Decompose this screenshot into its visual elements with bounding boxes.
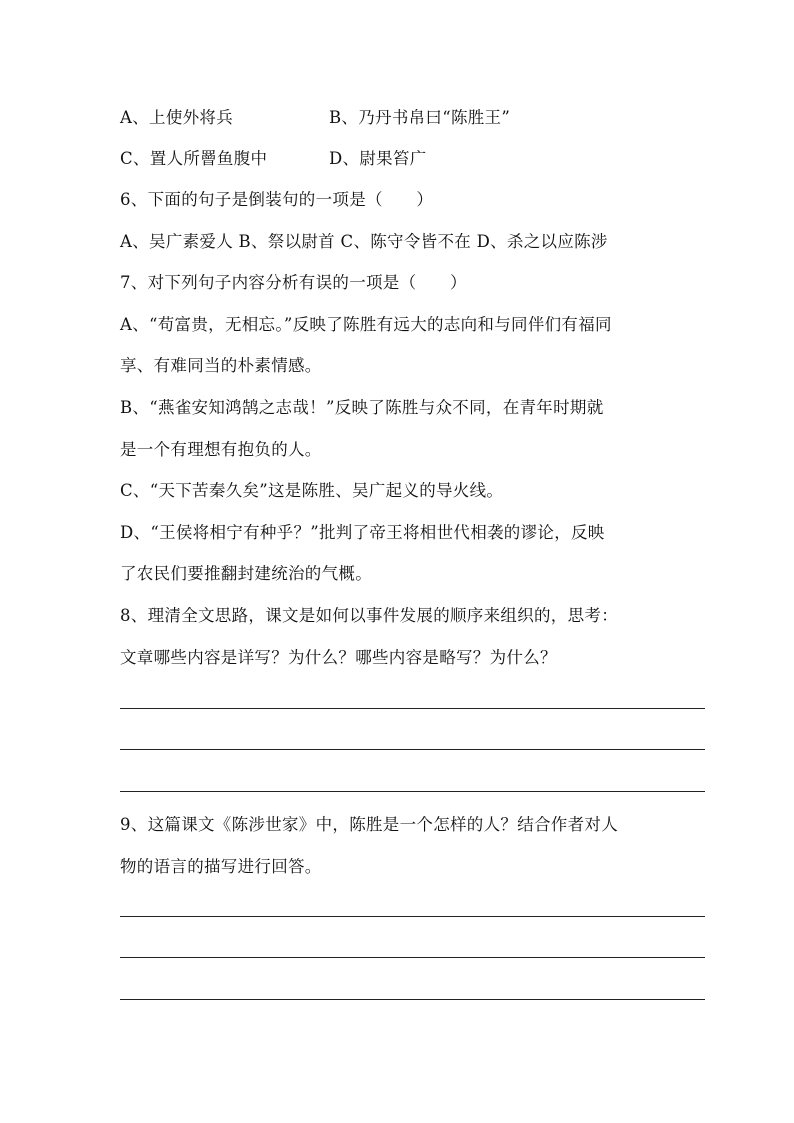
q5-options-row-1 <box>120 107 511 129</box>
q5-option-a: A、上使外将兵 <box>120 108 234 127</box>
q7-option-b-line-2: 是一个有理想有抱负的人。 <box>120 440 322 459</box>
q8-answer-line-2[interactable] <box>120 749 705 750</box>
q7-option-d-line-2: 了农民们要推翻封建统治的气概。 <box>120 564 372 583</box>
q6-options: A、吴广素爱人 B、祭以尉首 C、陈守令皆不在 D、杀之以应陈涉 <box>120 232 608 251</box>
q9-answer-line-1[interactable] <box>120 916 705 917</box>
q7-option-b-line-1: B、“燕雀安知鸿鹄之志哉！”反映了陈胜与众不同，在青年时期就 <box>120 398 604 417</box>
q9-stem-line-1: 9、这篇课文《陈涉世家》中，陈胜是一个怎样的人？结合作者对人 <box>120 815 618 834</box>
q9-answer-line-3[interactable] <box>120 999 705 1000</box>
q7-option-a-line-2: 享、有难同当的朴素情感。 <box>120 356 322 375</box>
q9-stem-line-2: 物的语言的描写进行回答。 <box>120 857 322 876</box>
q5-option-b: B、乃丹书帛曰“陈胜王” <box>329 108 511 127</box>
q7-option-c-line-1: C、“天下苦秦久矣”这是陈胜、吴广起义的导火线。 <box>120 481 504 500</box>
q5-option-c: C、置人所罾鱼腹中 <box>120 149 268 168</box>
q8-stem-line-1: 8、理清全文思路，课文是如何以事件发展的顺序来组织的，思考： <box>120 606 618 625</box>
q7-option-d-line-1: D、“王侯将相宁有种乎？”批判了帝王将相世代相袭的谬论，反映 <box>120 523 605 542</box>
q5-options-row-2 <box>120 148 427 170</box>
q7-stem: 7、对下列句子内容分析有误的一项是（ ） <box>120 273 467 292</box>
q8-stem-line-2: 文章哪些内容是详写？为什么？哪些内容是略写？为什么？ <box>120 648 557 667</box>
q8-answer-line-1[interactable] <box>120 708 705 709</box>
q9-answer-line-2[interactable] <box>120 957 705 958</box>
q6-stem: 6、下面的句子是倒装句的一项是（ ） <box>120 190 434 209</box>
q5-option-d: D、尉果笞广 <box>329 149 427 168</box>
q7-option-a-line-1: A、“苟富贵，无相忘。”反映了陈胜有远大的志向和与同伴们有福同 <box>120 315 612 334</box>
q8-answer-line-3[interactable] <box>120 791 705 792</box>
